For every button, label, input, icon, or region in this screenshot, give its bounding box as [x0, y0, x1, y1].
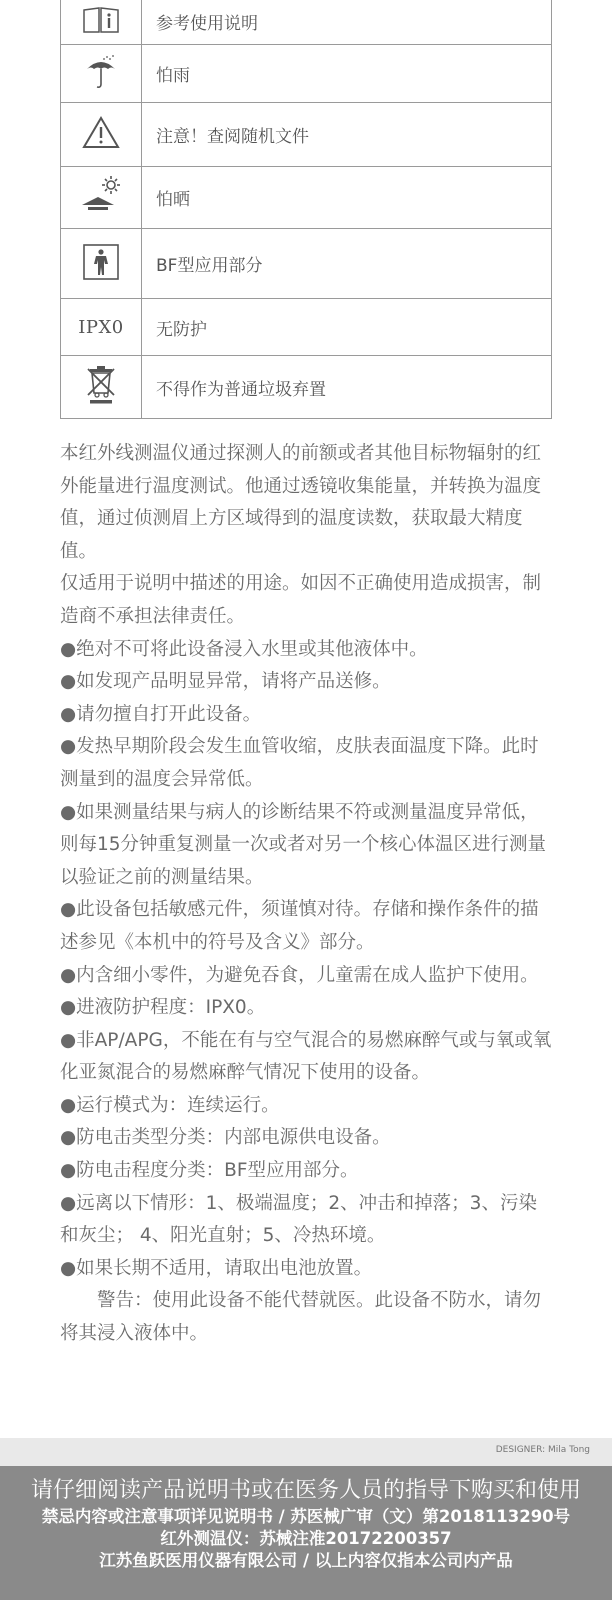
symbol-label: 参考使用说明: [142, 0, 552, 45]
caution-item: ●运行模式为：连续运行。: [60, 1094, 280, 1116]
symbol-label: 怕晒: [142, 167, 552, 229]
footer-company: 江苏鱼跃医用仪器有限公司 / 以上内容仅指本公司内产品: [99, 1551, 513, 1570]
caution-item: ●进液防护程度：IPX0。: [60, 997, 266, 1019]
designer-bar: [0, 1438, 612, 1466]
caution-item: ●内含细小零件，为避免吞食，儿童需在成人监护下使用。: [60, 964, 539, 986]
symbol-cell: [61, 356, 142, 419]
bf-body-icon: [81, 267, 121, 286]
symbol-label: 无防护: [142, 299, 552, 356]
usage-scope-paragraph: 仅适用于说明中描述的用途。如因不正确使用造成损害，制造商不承担法律责任。: [60, 573, 542, 627]
caution-item: ●远离以下情形：1、极端温度；2、冲击和掉落；3、污染和灰尘； 4、阳光直射；5、冷热环境。: [60, 1192, 537, 1247]
symbol-cell: [61, 167, 142, 229]
warning-triangle-icon: [81, 136, 121, 155]
caution-item: ●如果测量结果与病人的诊断结果不符或测量温度异常低，则每15分钟重复测量一次或者对另一个核心体温区进行测量以验证之前的测量结果。: [60, 801, 547, 888]
manual-info-icon: [81, 20, 121, 39]
footer-registration: 红外测温仪：苏械注准20172200357: [160, 1529, 452, 1548]
footer-advice: 请仔细阅读产品说明书或在医务人员的指导下购买和使用: [30, 1478, 581, 1503]
umbrella-rain-icon: [81, 76, 121, 95]
caution-item: ●防电击程度分类：BF型应用部分。: [60, 1160, 359, 1182]
symbol-cell: [61, 103, 142, 167]
symbol-cell: [61, 45, 142, 103]
symbol-cell: [61, 299, 142, 356]
footer-approval: 禁忌内容或注意事项详见说明书 / 苏医械广审（文）第2018113290号: [41, 1507, 571, 1526]
symbol-label: 怕雨: [142, 45, 552, 103]
caution-item: ●如果长期不适用，请取出电池放置。: [60, 1257, 373, 1279]
caution-item: ●发热早期阶段会发生血管收缩，皮肤表面温度下降。此时测量到的温度会异常低。: [60, 736, 539, 790]
caution-item: ●请勿擅自打开此设备。: [60, 703, 262, 725]
regulatory-footer: [0, 1466, 612, 1600]
designer-credit: DESIGNER: Mila Tong: [495, 1445, 590, 1455]
caution-item: ●绝对不可将此设备浸入水里或其他液体中。: [60, 638, 428, 660]
symbol-cell: [61, 229, 142, 299]
symbol-label: 注意！查阅随机文件: [142, 103, 552, 167]
warning-paragraph: 警告：使用此设备不能代替就医。此设备不防水，请勿将其浸入液体中。: [60, 1290, 542, 1345]
sun-shelter-icon: [78, 202, 124, 221]
caution-item: ●防电击类型分类：内部电源供电设备。: [60, 1127, 391, 1149]
caution-item: ●此设备包括敏感元件，须谨慎对待。存储和操作条件的描述参见《本机中的符号及含义》部分。: [60, 899, 539, 953]
symbol-label: 不得作为普通垃圾弃置: [142, 356, 552, 419]
symbol-cell: [61, 0, 142, 45]
symbol-table: [60, 0, 552, 419]
intro-paragraph: 本红外线测温仪通过探测人的前额或者其他目标物辐射的红外能量进行温度测试。他通过透镜收集能量，并转换为温度值，通过侦测眉上方区域得到的温度读数，获取最大精度值。: [60, 443, 542, 562]
instructions-body: [60, 438, 554, 1351]
symbol-label: BF型应用部分: [142, 229, 552, 299]
caution-item: ●非AP/APG，不能在有与空气混合的易燃麻醉气或与氧或氧化亚氮混合的易燃麻醉气情况下使用的设备。: [60, 1029, 552, 1084]
crossed-bin-icon: [81, 392, 121, 411]
ipx0-symbol: IPX0: [78, 316, 124, 338]
caution-item: ●如发现产品明显异常，请将产品送修。: [60, 671, 391, 693]
